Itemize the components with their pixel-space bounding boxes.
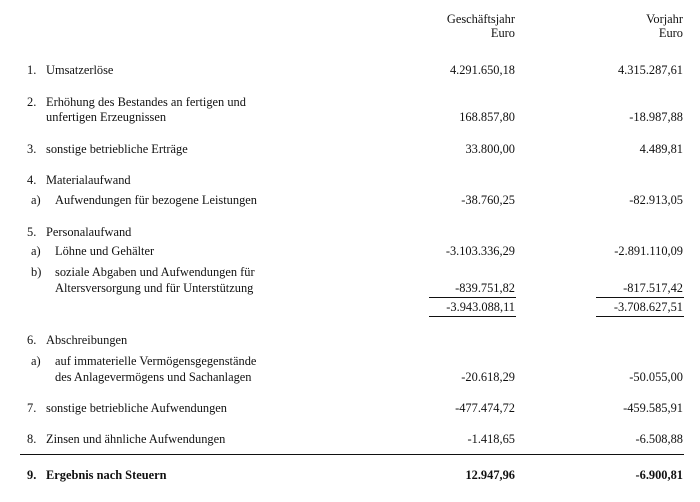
subtotal-underline-current	[429, 316, 516, 317]
row-label: Personalaufwand	[46, 225, 132, 239]
value-prior: -459.585,91	[623, 401, 683, 415]
value-current: -20.618,29	[461, 370, 515, 384]
sub-row-letter: a)	[31, 193, 41, 207]
current-year-unit: Euro	[490, 26, 515, 40]
row-number: 2.	[27, 95, 37, 109]
subtotal-underline-prior	[596, 316, 684, 317]
value-current: 33.800,00	[465, 142, 515, 156]
row-number: 3.	[27, 142, 37, 156]
row-number: 6.	[27, 333, 37, 347]
row-label: Erhöhung des Bestandes an fertigen und	[46, 95, 246, 109]
value-current: -1.418,65	[467, 432, 515, 446]
sub-row-label-continued: des Anlagevermögens und Sachanlagen	[55, 370, 252, 384]
result-separator	[20, 454, 684, 455]
sub-row-label: Löhne und Gehälter	[55, 244, 155, 258]
row-number: 5.	[27, 225, 37, 239]
value-prior: 4.489,81	[639, 142, 683, 156]
prior-year-unit: Euro	[658, 26, 683, 40]
current-year-header: Geschäftsjahr	[446, 12, 515, 26]
row-number: 8.	[27, 432, 37, 446]
row-label: sonstige betriebliche Erträge	[46, 142, 188, 156]
value-current: 168.857,80	[459, 110, 515, 124]
sub-row-label: auf immaterielle Vermögensgegenstände	[55, 354, 257, 368]
sub-row-letter: a)	[31, 244, 41, 258]
prior-year-header: Vorjahr	[646, 12, 683, 26]
value-current: 4.291.650,18	[449, 63, 515, 77]
row-number: 9.	[27, 468, 37, 482]
value-prior: -2.891.110,09	[614, 244, 683, 258]
value-prior: -82.913,05	[629, 193, 683, 207]
sub-row-label: Aufwendungen für bezogene Leistungen	[55, 193, 257, 207]
row-label: Zinsen und ähnliche Aufwendungen	[46, 432, 226, 446]
value-current: -38.760,25	[461, 193, 515, 207]
value-prior: -817.517,42	[623, 281, 683, 295]
value-current: -839.751,82	[455, 281, 515, 295]
sub-row-letter: a)	[31, 354, 41, 368]
value-prior: -6.508,88	[635, 432, 683, 446]
value-prior: 4.315.287,61	[617, 63, 683, 77]
row-label: Abschreibungen	[46, 333, 128, 347]
subtotal-prior: -3.708.627,51	[613, 300, 683, 314]
row-number: 7.	[27, 401, 37, 415]
subtotal-rule-current	[429, 297, 516, 298]
value-current: -477.474,72	[455, 401, 515, 415]
value-prior: -18.987,88	[629, 110, 683, 124]
row-label: Ergebnis nach Steuern	[46, 468, 167, 482]
row-number: 4.	[27, 173, 37, 187]
row-number: 1.	[27, 63, 37, 77]
row-label: Materialaufwand	[46, 173, 131, 187]
result-prior: -6.900,81	[635, 468, 683, 482]
sub-row-letter: b)	[31, 265, 42, 279]
subtotal-rule-prior	[596, 297, 684, 298]
sub-row-label: soziale Abgaben und Aufwendungen für	[55, 265, 255, 279]
value-prior: -50.055,00	[629, 370, 683, 384]
subtotal-current: -3.943.088,11	[446, 300, 515, 314]
row-label-continued: unfertigen Erzeugnissen	[46, 110, 167, 124]
row-label: sonstige betriebliche Aufwendungen	[46, 401, 227, 415]
value-current: -3.103.336,29	[445, 244, 515, 258]
result-current: 12.947,96	[465, 468, 515, 482]
sub-row-label-continued: Altersversorgung und für Unterstützung	[55, 281, 254, 295]
row-label: Umsatzerlöse	[46, 63, 114, 77]
